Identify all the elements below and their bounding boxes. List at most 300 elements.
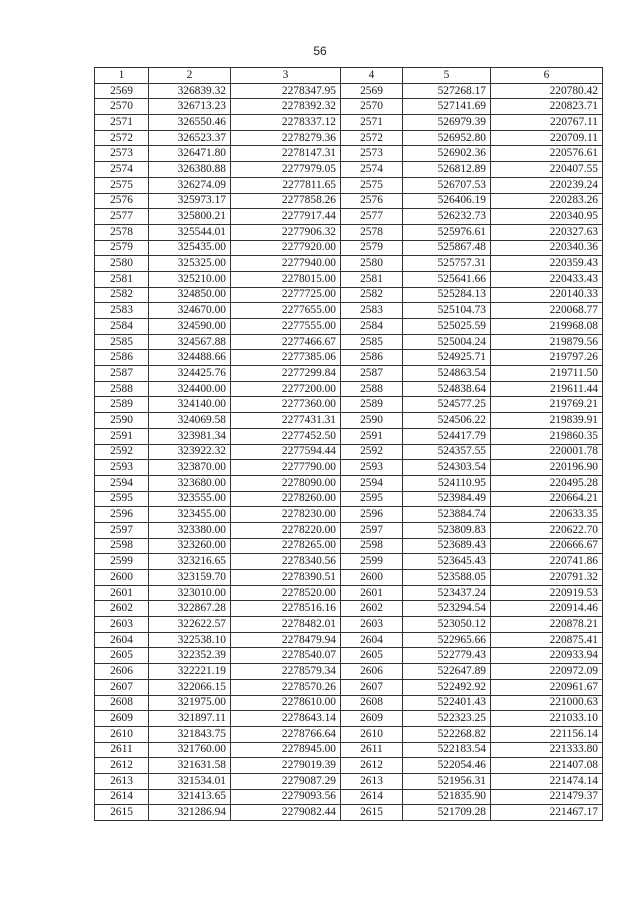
table-cell-col-1: 2600 xyxy=(95,570,149,586)
table-cell-col-6: 220664.21 xyxy=(491,491,603,507)
table-cell-col-3: 2277725.00 xyxy=(231,287,341,303)
table-cell-col-3: 2277858.26 xyxy=(231,193,341,209)
table-cell-col-1: 2589 xyxy=(95,397,149,413)
table-cell-col-2: 324069.58 xyxy=(149,413,231,429)
table-cell-col-6: 221000.63 xyxy=(491,695,603,711)
table-cell-col-3: 2278570.26 xyxy=(231,679,341,695)
table-cell-col-5: 521956.31 xyxy=(403,773,491,789)
table-cell-col-4: 2571 xyxy=(341,115,403,131)
table-cell-col-5: 526979.39 xyxy=(403,115,491,131)
table-cell-col-4: 2601 xyxy=(341,585,403,601)
table-cell-col-3: 2277940.00 xyxy=(231,256,341,272)
table-cell-col-5: 522183.54 xyxy=(403,742,491,758)
table-row xyxy=(95,146,603,162)
table-cell-col-1: 2569 xyxy=(95,83,149,99)
table-cell-col-2: 322867.28 xyxy=(149,601,231,617)
table-cell-col-5: 524417.79 xyxy=(403,428,491,444)
table-cell-col-6: 220239.24 xyxy=(491,177,603,193)
table-row xyxy=(95,758,603,774)
table-cell-col-6: 221333.80 xyxy=(491,742,603,758)
header-row xyxy=(95,68,603,84)
table-cell-col-1: 2586 xyxy=(95,350,149,366)
table-cell-col-6: 219879.56 xyxy=(491,334,603,350)
table-cell-col-5: 524838.64 xyxy=(403,381,491,397)
table-cell-col-4: 2613 xyxy=(341,773,403,789)
table-cell-col-5: 527141.69 xyxy=(403,99,491,115)
table-cell-col-1: 2585 xyxy=(95,334,149,350)
table-cell-col-2: 323455.00 xyxy=(149,507,231,523)
table-cell-col-2: 323922.32 xyxy=(149,444,231,460)
table-cell-col-3: 2278230.00 xyxy=(231,507,341,523)
table-cell-col-2: 321286.94 xyxy=(149,805,231,821)
table-cell-col-3: 2279087.29 xyxy=(231,773,341,789)
table-cell-col-5: 523437.24 xyxy=(403,585,491,601)
table-cell-col-5: 523984.49 xyxy=(403,491,491,507)
table-cell-col-5: 525757.31 xyxy=(403,256,491,272)
table-cell-col-3: 2277452.50 xyxy=(231,428,341,444)
table-cell-col-2: 326839.32 xyxy=(149,83,231,99)
table-cell-col-4: 2582 xyxy=(341,287,403,303)
table-cell-col-2: 321843.75 xyxy=(149,726,231,742)
table-cell-col-3: 2278147.31 xyxy=(231,146,341,162)
table-cell-col-6: 220340.95 xyxy=(491,209,603,225)
table-cell-col-1: 2612 xyxy=(95,758,149,774)
table-cell-col-5: 525025.59 xyxy=(403,319,491,335)
table-cell-col-6: 220495.28 xyxy=(491,475,603,491)
table-row xyxy=(95,381,603,397)
table-cell-col-5: 524357.55 xyxy=(403,444,491,460)
table-cell-col-6: 221467.17 xyxy=(491,805,603,821)
table-cell-col-3: 2278337.12 xyxy=(231,115,341,131)
table-row xyxy=(95,428,603,444)
table-cell-col-2: 324488.66 xyxy=(149,350,231,366)
table-cell-col-2: 321897.11 xyxy=(149,711,231,727)
table-cell-col-1: 2579 xyxy=(95,240,149,256)
table-cell-col-5: 524577.25 xyxy=(403,397,491,413)
table-cell-col-1: 2592 xyxy=(95,444,149,460)
table-cell-col-3: 2277917.44 xyxy=(231,209,341,225)
table-cell-col-2: 323870.00 xyxy=(149,460,231,476)
table-cell-col-6: 220875.41 xyxy=(491,632,603,648)
table-cell-col-5: 525867.48 xyxy=(403,240,491,256)
table-cell-col-4: 2590 xyxy=(341,413,403,429)
table-cell-col-3: 2278220.00 xyxy=(231,522,341,538)
table-cell-col-6: 219769.21 xyxy=(491,397,603,413)
column-header-1: 1 xyxy=(95,68,149,84)
table-cell-col-1: 2599 xyxy=(95,554,149,570)
table-cell-col-3: 2277200.00 xyxy=(231,381,341,397)
table-cell-col-4: 2572 xyxy=(341,130,403,146)
table-cell-col-4: 2594 xyxy=(341,475,403,491)
table-cell-col-6: 220666.67 xyxy=(491,538,603,554)
table-cell-col-1: 2611 xyxy=(95,742,149,758)
table-cell-col-4: 2576 xyxy=(341,193,403,209)
table-cell-col-6: 219860.35 xyxy=(491,428,603,444)
page-number: 56 xyxy=(313,44,327,58)
table-cell-col-1: 2610 xyxy=(95,726,149,742)
table-cell-col-3: 2278090.00 xyxy=(231,475,341,491)
table-cell-col-2: 321760.00 xyxy=(149,742,231,758)
table-cell-col-2: 324670.00 xyxy=(149,303,231,319)
table-cell-col-3: 2277790.00 xyxy=(231,460,341,476)
table-cell-col-4: 2607 xyxy=(341,679,403,695)
table-row xyxy=(95,162,603,178)
table-cell-col-1: 2578 xyxy=(95,224,149,240)
table-cell-col-6: 220633.35 xyxy=(491,507,603,523)
table-cell-col-6: 220741.86 xyxy=(491,554,603,570)
table-cell-col-4: 2603 xyxy=(341,617,403,633)
table-cell-col-3: 2278482.01 xyxy=(231,617,341,633)
table-cell-col-3: 2277811.65 xyxy=(231,177,341,193)
table-cell-col-4: 2602 xyxy=(341,601,403,617)
table-cell-col-5: 525104.73 xyxy=(403,303,491,319)
table-cell-col-3: 2278610.00 xyxy=(231,695,341,711)
table-cell-col-2: 326713.23 xyxy=(149,99,231,115)
table-cell-col-1: 2571 xyxy=(95,115,149,131)
table-cell-col-6: 220327.63 xyxy=(491,224,603,240)
table-row xyxy=(95,130,603,146)
table-row xyxy=(95,742,603,758)
table-cell-col-4: 2612 xyxy=(341,758,403,774)
table-cell-col-3: 2278945.00 xyxy=(231,742,341,758)
table-cell-col-1: 2607 xyxy=(95,679,149,695)
table-cell-col-5: 523645.43 xyxy=(403,554,491,570)
table-cell-col-1: 2597 xyxy=(95,522,149,538)
table-row xyxy=(95,695,603,711)
table-cell-col-5: 523050.12 xyxy=(403,617,491,633)
table-cell-col-4: 2614 xyxy=(341,789,403,805)
table-cell-col-2: 325800.21 xyxy=(149,209,231,225)
table-cell-col-4: 2600 xyxy=(341,570,403,586)
table-row xyxy=(95,617,603,633)
table-cell-col-5: 522323.25 xyxy=(403,711,491,727)
table-cell-col-1: 2614 xyxy=(95,789,149,805)
table-cell-col-1: 2598 xyxy=(95,538,149,554)
table-cell-col-4: 2598 xyxy=(341,538,403,554)
table-cell-col-5: 522647.89 xyxy=(403,664,491,680)
table-cell-col-1: 2591 xyxy=(95,428,149,444)
table-cell-col-4: 2605 xyxy=(341,648,403,664)
table-cell-col-3: 2277906.32 xyxy=(231,224,341,240)
table-row xyxy=(95,475,603,491)
table-cell-col-2: 321975.00 xyxy=(149,695,231,711)
table-cell-col-4: 2569 xyxy=(341,83,403,99)
table-row xyxy=(95,538,603,554)
table-cell-col-6: 220407.55 xyxy=(491,162,603,178)
table-cell-col-6: 221033.10 xyxy=(491,711,603,727)
table-cell-col-5: 526812.89 xyxy=(403,162,491,178)
table-row xyxy=(95,648,603,664)
table-cell-col-6: 220196.90 xyxy=(491,460,603,476)
table-cell-col-3: 2277466.67 xyxy=(231,334,341,350)
table-cell-col-3: 2278390.51 xyxy=(231,570,341,586)
table-row xyxy=(95,507,603,523)
table-cell-col-4: 2597 xyxy=(341,522,403,538)
table-cell-col-5: 524925.71 xyxy=(403,350,491,366)
table-cell-col-6: 221474.14 xyxy=(491,773,603,789)
table-cell-col-5: 523689.43 xyxy=(403,538,491,554)
table-cell-col-5: 527268.17 xyxy=(403,83,491,99)
table-cell-col-4: 2584 xyxy=(341,319,403,335)
table-cell-col-4: 2609 xyxy=(341,711,403,727)
table-cell-col-2: 324567.88 xyxy=(149,334,231,350)
table-cell-col-2: 324590.00 xyxy=(149,319,231,335)
table-cell-col-6: 221407.08 xyxy=(491,758,603,774)
table-cell-col-3: 2278516.16 xyxy=(231,601,341,617)
table-cell-col-4: 2581 xyxy=(341,271,403,287)
table-cell-col-2: 323555.00 xyxy=(149,491,231,507)
table-cell-col-5: 523588.05 xyxy=(403,570,491,586)
table-cell-col-5: 526902.36 xyxy=(403,146,491,162)
table-cell-col-1: 2573 xyxy=(95,146,149,162)
table-cell-col-2: 321413.65 xyxy=(149,789,231,805)
table-cell-col-4: 2608 xyxy=(341,695,403,711)
table-cell-col-5: 522492.92 xyxy=(403,679,491,695)
table-cell-col-5: 526952.80 xyxy=(403,130,491,146)
table-cell-col-2: 326550.46 xyxy=(149,115,231,131)
table-row xyxy=(95,805,603,821)
table-cell-col-1: 2602 xyxy=(95,601,149,617)
table-cell-col-1: 2603 xyxy=(95,617,149,633)
table-header xyxy=(95,68,603,84)
table-cell-col-3: 2279093.56 xyxy=(231,789,341,805)
table-cell-col-2: 322066.15 xyxy=(149,679,231,695)
table-cell-col-4: 2586 xyxy=(341,350,403,366)
table-cell-col-2: 326471.80 xyxy=(149,146,231,162)
table-row xyxy=(95,679,603,695)
table-row xyxy=(95,585,603,601)
table-cell-col-5: 526707.53 xyxy=(403,177,491,193)
table-cell-col-5: 524110.95 xyxy=(403,475,491,491)
table-cell-col-5: 525976.61 xyxy=(403,224,491,240)
column-header-2: 2 xyxy=(149,68,231,84)
table-cell-col-3: 2278766.64 xyxy=(231,726,341,742)
table-cell-col-6: 220068.77 xyxy=(491,303,603,319)
table-cell-col-6: 219968.08 xyxy=(491,319,603,335)
table-cell-col-1: 2608 xyxy=(95,695,149,711)
table-cell-col-2: 323981.34 xyxy=(149,428,231,444)
table-row xyxy=(95,632,603,648)
table-cell-col-5: 525284.13 xyxy=(403,287,491,303)
table-cell-col-3: 2279019.39 xyxy=(231,758,341,774)
table-cell-col-2: 323010.00 xyxy=(149,585,231,601)
table-cell-col-1: 2590 xyxy=(95,413,149,429)
column-header-4: 4 xyxy=(341,68,403,84)
table-cell-col-4: 2591 xyxy=(341,428,403,444)
table-row xyxy=(95,319,603,335)
table-row xyxy=(95,554,603,570)
table-cell-col-6: 220359.43 xyxy=(491,256,603,272)
table-cell-col-2: 325325.00 xyxy=(149,256,231,272)
table-cell-col-3: 2278265.00 xyxy=(231,538,341,554)
table-cell-col-6: 220001.78 xyxy=(491,444,603,460)
table-cell-col-2: 326274.09 xyxy=(149,177,231,193)
table-row xyxy=(95,522,603,538)
table-cell-col-3: 2277594.44 xyxy=(231,444,341,460)
table-cell-col-3: 2278340.56 xyxy=(231,554,341,570)
table-row xyxy=(95,601,603,617)
table-cell-col-5: 522401.43 xyxy=(403,695,491,711)
table-cell-col-3: 2278015.00 xyxy=(231,271,341,287)
table-cell-col-4: 2611 xyxy=(341,742,403,758)
table-cell-col-6: 220791.32 xyxy=(491,570,603,586)
table-cell-col-2: 323260.00 xyxy=(149,538,231,554)
table-cell-col-5: 522268.82 xyxy=(403,726,491,742)
table-cell-col-3: 2278279.36 xyxy=(231,130,341,146)
table-cell-col-6: 219839.91 xyxy=(491,413,603,429)
table-cell-col-4: 2587 xyxy=(341,366,403,382)
table-cell-col-4: 2570 xyxy=(341,99,403,115)
table-cell-col-3: 2277555.00 xyxy=(231,319,341,335)
table-cell-col-1: 2613 xyxy=(95,773,149,789)
table-row xyxy=(95,115,603,131)
table-cell-col-6: 219711.50 xyxy=(491,366,603,382)
table-cell-col-6: 221156.14 xyxy=(491,726,603,742)
table-cell-col-5: 522965.66 xyxy=(403,632,491,648)
table-row xyxy=(95,99,603,115)
table-cell-col-5: 524863.54 xyxy=(403,366,491,382)
table-cell-col-1: 2593 xyxy=(95,460,149,476)
table-cell-col-1: 2576 xyxy=(95,193,149,209)
table-cell-col-1: 2570 xyxy=(95,99,149,115)
table-cell-col-4: 2580 xyxy=(341,256,403,272)
table-cell-col-1: 2582 xyxy=(95,287,149,303)
table-row xyxy=(95,209,603,225)
table-cell-col-3: 2278520.00 xyxy=(231,585,341,601)
table-cell-col-2: 323680.00 xyxy=(149,475,231,491)
table-cell-col-3: 2277299.84 xyxy=(231,366,341,382)
table-cell-col-2: 324425.76 xyxy=(149,366,231,382)
table-cell-col-2: 322352.39 xyxy=(149,648,231,664)
table-row xyxy=(95,413,603,429)
column-header-6: 6 xyxy=(491,68,603,84)
table-cell-col-6: 220914.46 xyxy=(491,601,603,617)
table-cell-col-4: 2583 xyxy=(341,303,403,319)
table-cell-col-5: 522779.43 xyxy=(403,648,491,664)
table-cell-col-1: 2580 xyxy=(95,256,149,272)
table-cell-col-1: 2581 xyxy=(95,271,149,287)
table-cell-col-5: 526406.19 xyxy=(403,193,491,209)
table-cell-col-3: 2277920.00 xyxy=(231,240,341,256)
column-header-3: 3 xyxy=(231,68,341,84)
table-cell-col-6: 220961.67 xyxy=(491,679,603,695)
table-cell-col-4: 2588 xyxy=(341,381,403,397)
table-cell-col-6: 220919.53 xyxy=(491,585,603,601)
table-cell-col-2: 322538.10 xyxy=(149,632,231,648)
table-cell-col-2: 325210.00 xyxy=(149,271,231,287)
table-cell-col-2: 324850.00 xyxy=(149,287,231,303)
table-cell-col-3: 2278347.95 xyxy=(231,83,341,99)
table-cell-col-2: 326523.37 xyxy=(149,130,231,146)
table-cell-col-4: 2604 xyxy=(341,632,403,648)
table-cell-col-3: 2278540.07 xyxy=(231,648,341,664)
table-row xyxy=(95,240,603,256)
table-cell-col-2: 324400.00 xyxy=(149,381,231,397)
table-cell-col-5: 524506.22 xyxy=(403,413,491,429)
table-cell-col-4: 2615 xyxy=(341,805,403,821)
table-cell-col-3: 2278260.00 xyxy=(231,491,341,507)
table-row xyxy=(95,711,603,727)
table-cell-col-2: 323380.00 xyxy=(149,522,231,538)
table-cell-col-5: 523294.54 xyxy=(403,601,491,617)
table-cell-col-1: 2609 xyxy=(95,711,149,727)
table-cell-col-5: 523809.83 xyxy=(403,522,491,538)
table-cell-col-5: 524303.54 xyxy=(403,460,491,476)
table-cell-col-4: 2579 xyxy=(341,240,403,256)
table-row xyxy=(95,287,603,303)
table-cell-col-1: 2601 xyxy=(95,585,149,601)
table-row xyxy=(95,397,603,413)
table-cell-col-2: 324140.00 xyxy=(149,397,231,413)
table-cell-col-4: 2599 xyxy=(341,554,403,570)
table-body xyxy=(95,83,603,820)
table-cell-col-4: 2592 xyxy=(341,444,403,460)
table-cell-col-1: 2583 xyxy=(95,303,149,319)
table-cell-col-1: 2575 xyxy=(95,177,149,193)
table-cell-col-6: 220878.21 xyxy=(491,617,603,633)
table-cell-col-4: 2593 xyxy=(341,460,403,476)
table-row xyxy=(95,350,603,366)
table-cell-col-2: 322221.19 xyxy=(149,664,231,680)
coordinates-table xyxy=(94,67,603,821)
table-cell-col-3: 2279082.44 xyxy=(231,805,341,821)
table-cell-col-1: 2572 xyxy=(95,130,149,146)
table-row xyxy=(95,664,603,680)
table-cell-col-5: 525641.66 xyxy=(403,271,491,287)
table-cell-col-5: 526232.73 xyxy=(403,209,491,225)
table-row xyxy=(95,726,603,742)
table-cell-col-1: 2606 xyxy=(95,664,149,680)
table-row xyxy=(95,773,603,789)
table-cell-col-4: 2573 xyxy=(341,146,403,162)
table-cell-col-4: 2610 xyxy=(341,726,403,742)
table-row xyxy=(95,303,603,319)
table-cell-col-1: 2615 xyxy=(95,805,149,821)
table-cell-col-6: 220823.71 xyxy=(491,99,603,115)
table-row xyxy=(95,193,603,209)
table-cell-col-3: 2277360.00 xyxy=(231,397,341,413)
column-header-5: 5 xyxy=(403,68,491,84)
table-cell-col-6: 220433.43 xyxy=(491,271,603,287)
table-cell-col-3: 2277655.00 xyxy=(231,303,341,319)
table-cell-col-2: 323159.70 xyxy=(149,570,231,586)
table-cell-col-1: 2574 xyxy=(95,162,149,178)
table-row xyxy=(95,271,603,287)
table-cell-col-6: 219797.26 xyxy=(491,350,603,366)
table-cell-col-6: 220780.42 xyxy=(491,83,603,99)
table-cell-col-6: 220283.26 xyxy=(491,193,603,209)
table-cell-col-1: 2588 xyxy=(95,381,149,397)
table-cell-col-3: 2278643.14 xyxy=(231,711,341,727)
table-row xyxy=(95,366,603,382)
table-row xyxy=(95,444,603,460)
table-cell-col-6: 220767.11 xyxy=(491,115,603,131)
table-row xyxy=(95,491,603,507)
table-cell-col-6: 220972.09 xyxy=(491,664,603,680)
table-cell-col-5: 522054.46 xyxy=(403,758,491,774)
table-cell-col-6: 220622.70 xyxy=(491,522,603,538)
table-cell-col-6: 221479.37 xyxy=(491,789,603,805)
table-cell-col-3: 2278579.34 xyxy=(231,664,341,680)
table-cell-col-5: 525004.24 xyxy=(403,334,491,350)
table-row xyxy=(95,789,603,805)
table-cell-col-2: 321534.01 xyxy=(149,773,231,789)
table-cell-col-5: 521835.90 xyxy=(403,789,491,805)
table-cell-col-4: 2606 xyxy=(341,664,403,680)
table-cell-col-1: 2594 xyxy=(95,475,149,491)
table-cell-col-4: 2575 xyxy=(341,177,403,193)
table-cell-col-4: 2577 xyxy=(341,209,403,225)
